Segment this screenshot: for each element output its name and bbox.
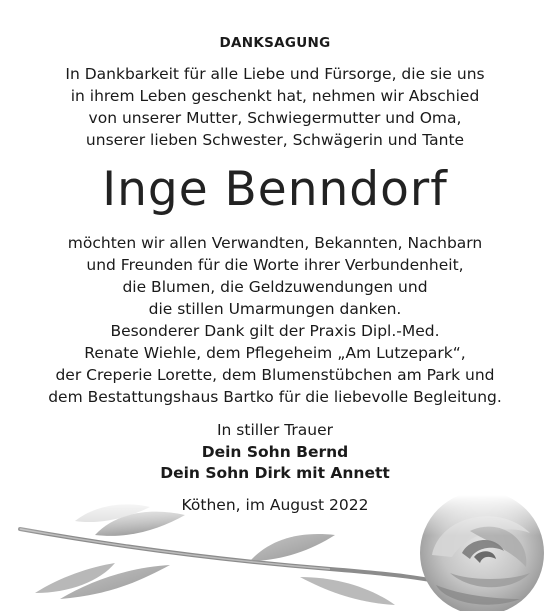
thanks-line: Renate Wiehle, dem Pflegeheim „Am Lutzepark“, xyxy=(84,344,466,362)
intro-line: von unserer Mutter, Schwiegermutter und Oma, xyxy=(88,109,462,127)
notice-heading: DANKSAGUNG xyxy=(219,35,331,51)
thanks-line: möchten wir allen Verwandten, Bekannten, Nachbarn xyxy=(67,234,483,252)
intro-paragraph xyxy=(0,63,550,151)
signature-line: Dein Sohn Dirk mit Annett xyxy=(160,464,390,482)
deceased-name: Inge Benndorf xyxy=(102,162,448,217)
thanks-line: und Freunden für die Worte ihrer Verbundenheit, xyxy=(86,256,464,274)
intro-line: unserer lieben Schwester, Schwägerin und Tante xyxy=(85,131,465,149)
signature-line: Dein Sohn Bernd xyxy=(201,443,349,461)
intro-line: In Dankbarkeit für alle Liebe und Fürsorge, die sie uns xyxy=(65,65,485,83)
thanks-line: der Creperie Lorette, dem Blumenstübchen am Park und xyxy=(55,366,495,384)
intro-line: in ihrem Leben geschenkt hat, nehmen wir Abschied xyxy=(70,87,480,105)
thanks-paragraph xyxy=(0,232,550,408)
thanks-line: Besonderer Dank gilt der Praxis Dipl.-Med. xyxy=(110,322,440,340)
mourning-phrase: In stiller Trauer xyxy=(216,421,334,439)
thanks-line: dem Bestattungshaus Bartko für die liebevolle Begleitung. xyxy=(48,388,502,406)
thanks-line: die Blumen, die Geldzuwendungen und xyxy=(122,278,428,296)
place-and-date: Köthen, im August 2022 xyxy=(181,496,369,514)
thanks-line: die stillen Umarmungen danken. xyxy=(148,300,402,318)
